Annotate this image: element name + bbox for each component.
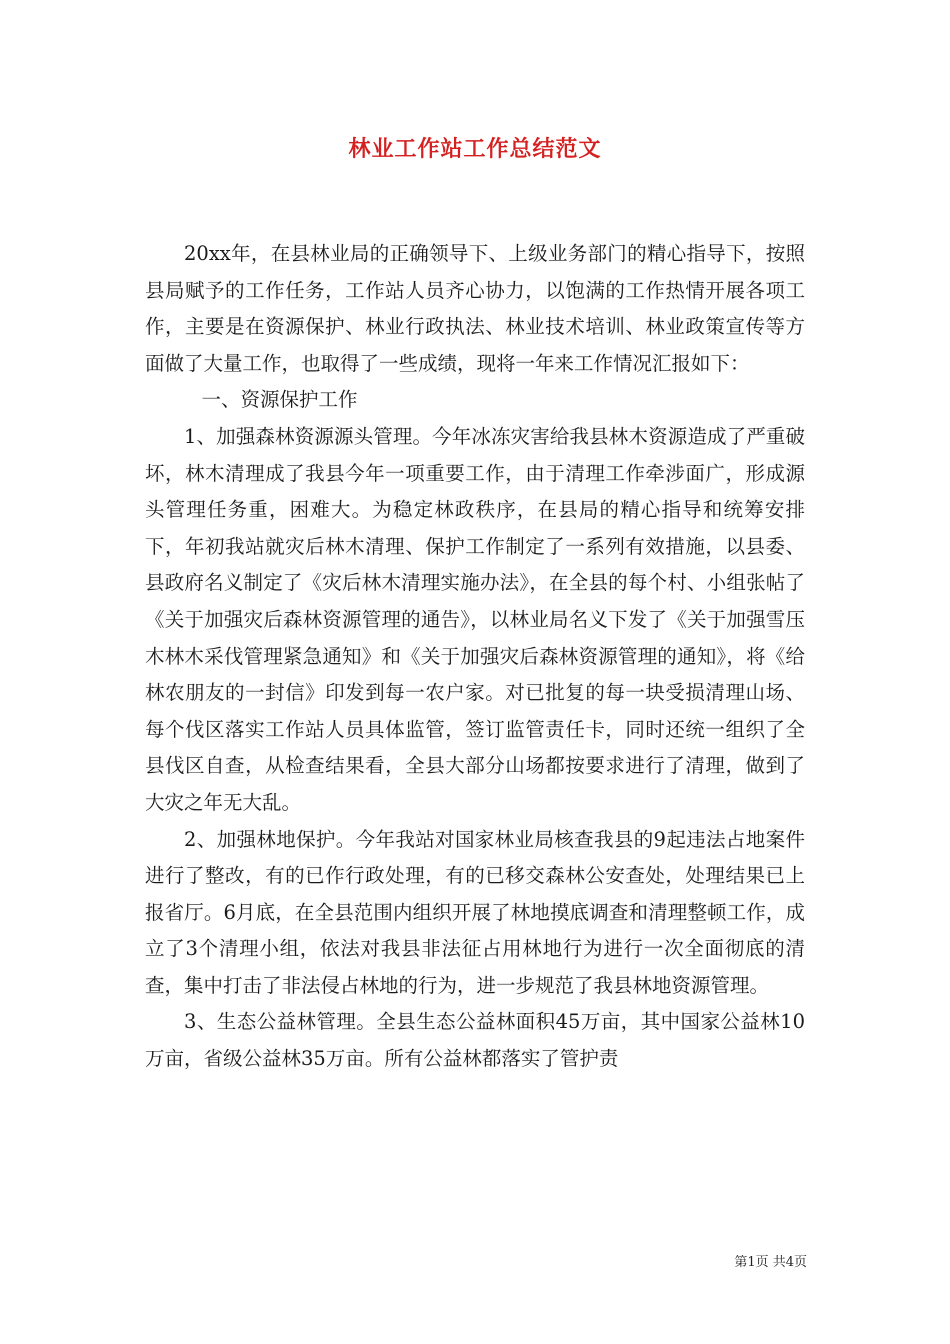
document-body — [145, 236, 805, 1078]
section-heading-resource-protection: 一、资源保护工作 — [201, 388, 358, 412]
intro-paragraph: 20xx年，在县林业局的正确领导下、上级业务部门的精心指导下，按照县局赋予的工作任务，工作站人员齐心协力，以饱满的工作热情开展各项工作，主要是在资源保护、林业行政执法、林业技术培训、林业政策宣传等方面做了大量工作，也取得了一些成绩，现将一年来工作情况汇报如下： — [145, 242, 805, 375]
paragraph-forest-land-protection: 2、加强林地保护。今年我站对国家林业局核查我县的9起违法占地案件进行了整改，有的已作行政处理，有的已移交森林公安查处，处理结果已上报省厅。6月底，在全县范围内组织开展了林地摸底调查和清理整顿工作，成立了3个清理小组，依法对我县非法征占用林地行为进行一次全面彻底的清查，集中打击了非法侵占林地的行为，进一步规范了我县林地资源管理。 — [145, 827, 805, 997]
document-title: 林业工作站工作总结范文 — [348, 136, 602, 162]
paragraph-ecological-forest-management: 3、生态公益林管理。全县生态公益林面积45万亩，其中国家公益林10万亩，省级公益林35万亩。所有公益林都落实了管护责 — [145, 1010, 805, 1071]
page-indicator: 第1页 共4页 — [734, 1255, 807, 1270]
paragraph-forest-resource-management: 1、加强森林资源源头管理。今年冰冻灾害给我县林木资源造成了严重破坏，林木清理成了我县今年一项重要工作，由于清理工作牵涉面广，形成源头管理任务重，困难大。为稳定林政秩序，在县局的精心指导和统筹安排下，年初我站就灾后林木清理、保护工作制定了一系列有效措施，以县委、县政府名义制定了《灾后林木清理实施办法》，在全县的每个村、小组张帖了《关于加强灾后森林资源管理的通告》，以林业局名义下发了《关于加强雪压木林木采伐管理紧急通知》和《关于加强灾后森林资源管理的通知》，将《给林农朋友的一封信》印发到每一农户家。对已批复的每一块受损清理山场、每个伐区落实工作站人员具体监管，签订监管责任卡，同时还统一组织了全县伐区自查，从检查结果看，全县大部分山场都按要求进行了清理，做到了大灾之年无大乱。 — [145, 424, 805, 814]
